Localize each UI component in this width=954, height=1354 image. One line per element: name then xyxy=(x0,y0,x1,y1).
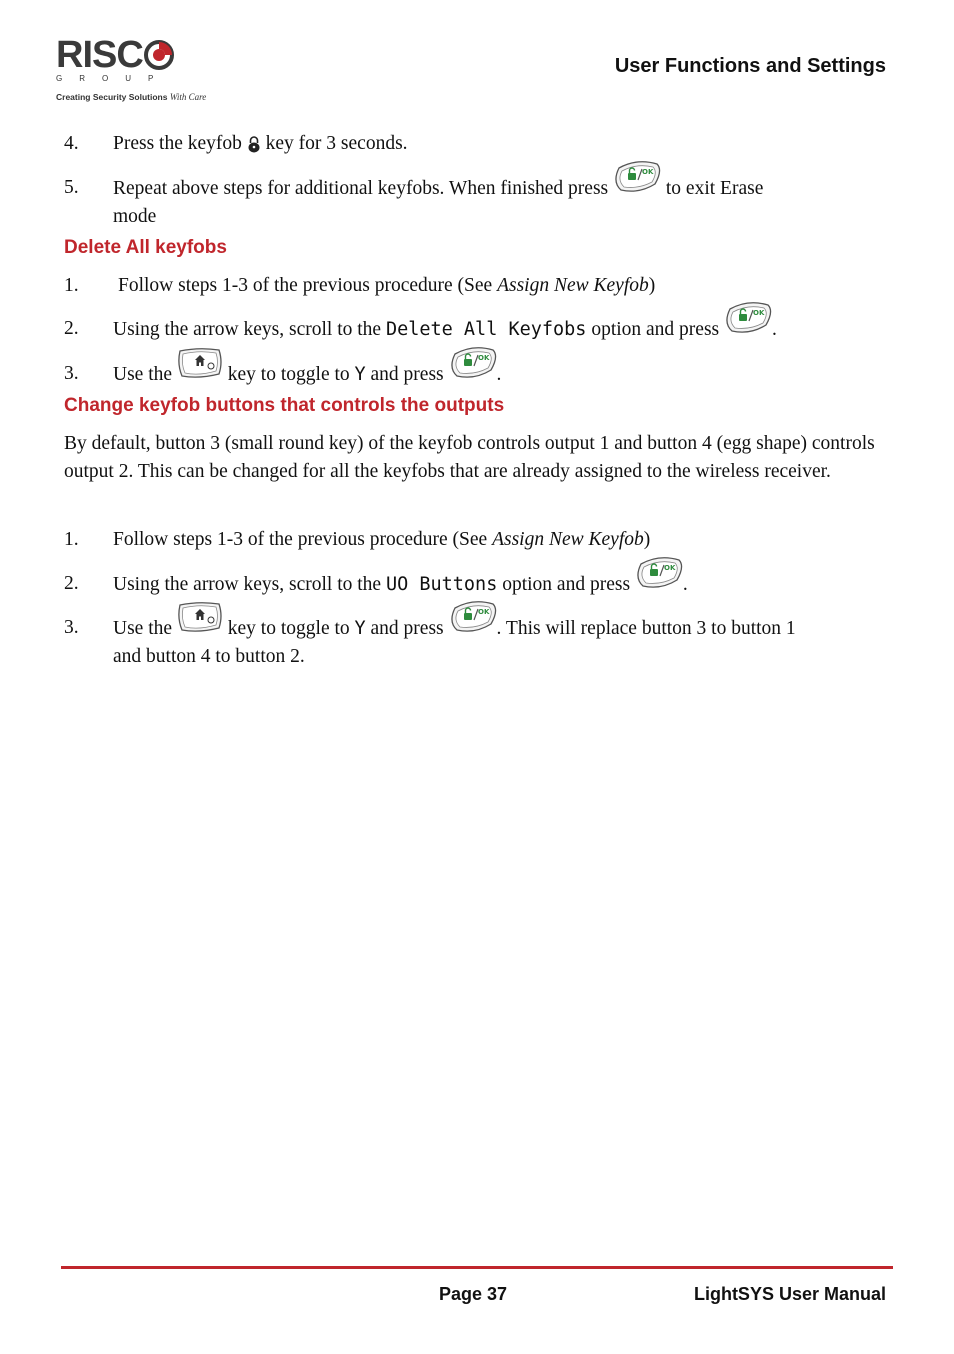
logo-wordmark: RISC xyxy=(56,36,196,74)
keyfob-lock-icon xyxy=(247,135,261,153)
ok-key-icon xyxy=(613,160,661,194)
footer-rule xyxy=(61,1266,893,1269)
ok-key-icon xyxy=(724,301,772,335)
change-buttons-heading: Change keyfob buttons that controls the outputs xyxy=(64,395,505,416)
ok-key-icon xyxy=(635,556,683,590)
logo-tagline: Creating Security Solutions With Care xyxy=(56,92,207,102)
logo-group-text: GROUP xyxy=(56,74,171,83)
delete-all-heading: Delete All keyfobs xyxy=(64,237,227,258)
manual-title: LightSYS User Manual xyxy=(693,1284,886,1304)
risco-logo xyxy=(56,34,207,108)
change-buttons-paragraph: By default, button 3 (small round key) of the keyfob controls output 1 and button 4 (egg shape) controls output 2. This can be changed for all the keyfobs that are already assigned to the wireless receiver. xyxy=(64,433,875,482)
logo-swirl-icon xyxy=(144,40,174,70)
home-key-icon xyxy=(177,346,223,380)
page-number: Page 37 xyxy=(439,1284,508,1304)
ok-key-icon xyxy=(449,346,497,380)
home-key-icon xyxy=(177,600,223,634)
ok-key-icon xyxy=(449,600,497,634)
section-title: User Functions and Settings xyxy=(614,55,886,77)
